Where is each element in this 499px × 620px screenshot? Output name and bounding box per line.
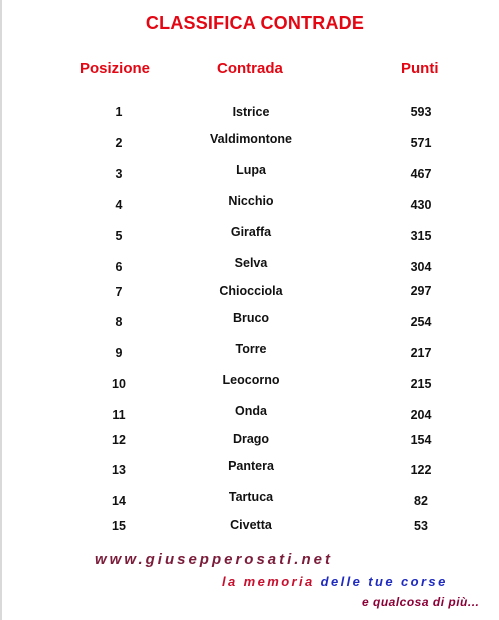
position-cell: 9 [115,346,123,360]
contrada-cell: Nicchio [228,194,274,208]
position-cell: 1 [115,105,123,119]
points-cell: 82 [414,494,428,508]
contrada-cell: Chiocciola [219,284,283,298]
position-cell: 6 [115,260,123,274]
position-cell: 14 [112,494,126,508]
contrada-cell: Pantera [228,459,274,473]
contrada-cell: Bruco [232,311,270,325]
position-cell: 3 [115,167,123,181]
contrada-cell: Drago [232,432,270,446]
points-cell: 430 [410,198,432,212]
left-edge-line [0,0,2,620]
column-header-contrada: Contrada [217,60,283,77]
points-cell: 215 [410,377,432,391]
points-cell: 254 [410,315,432,329]
position-cell: 2 [115,136,123,150]
position-cell: 13 [112,463,126,477]
column-header-position: Posizione [80,60,151,77]
position-cell: 15 [112,519,126,533]
contrada-cell: Tartuca [228,490,274,504]
points-cell: 297 [410,284,432,298]
contrada-cell: Torre [235,342,267,356]
points-cell: 122 [410,463,432,477]
contrada-cell: Leocorno [222,373,280,387]
contrada-cell: Valdimontone [210,132,292,146]
points-cell: 204 [410,408,432,422]
contrada-cell: Giraffa [230,225,272,239]
tagline-part-1: la memoria [222,574,321,589]
points-cell: 154 [410,433,432,447]
points-cell: 315 [410,229,432,243]
position-cell: 7 [115,285,123,299]
points-cell: 467 [410,167,432,181]
points-cell: 217 [410,346,432,360]
position-cell: 12 [112,433,126,447]
points-cell: 53 [414,519,428,533]
footer-subtitle: e qualcosa di più... [362,595,480,609]
contrada-cell: Onda [235,404,267,418]
tagline [222,574,448,589]
position-cell: 5 [115,229,123,243]
position-cell: 4 [115,198,123,212]
points-cell: 571 [410,136,432,150]
website-link[interactable]: www.giusepperosati.net [95,551,333,568]
points-cell: 593 [410,105,432,119]
tagline-part-2: delle tue corse [320,574,448,589]
position-cell: 10 [112,377,126,391]
contrada-cell: Lupa [236,163,266,177]
contrada-cell: Istrice [232,105,270,119]
contrada-cell: Civetta [230,518,272,532]
position-cell: 11 [112,408,126,422]
page-title: CLASSIFICA CONTRADE [145,13,365,33]
contrada-cell: Selva [234,256,268,270]
points-cell: 304 [410,260,432,274]
position-cell: 8 [115,315,123,329]
column-header-points: Punti [401,60,439,77]
